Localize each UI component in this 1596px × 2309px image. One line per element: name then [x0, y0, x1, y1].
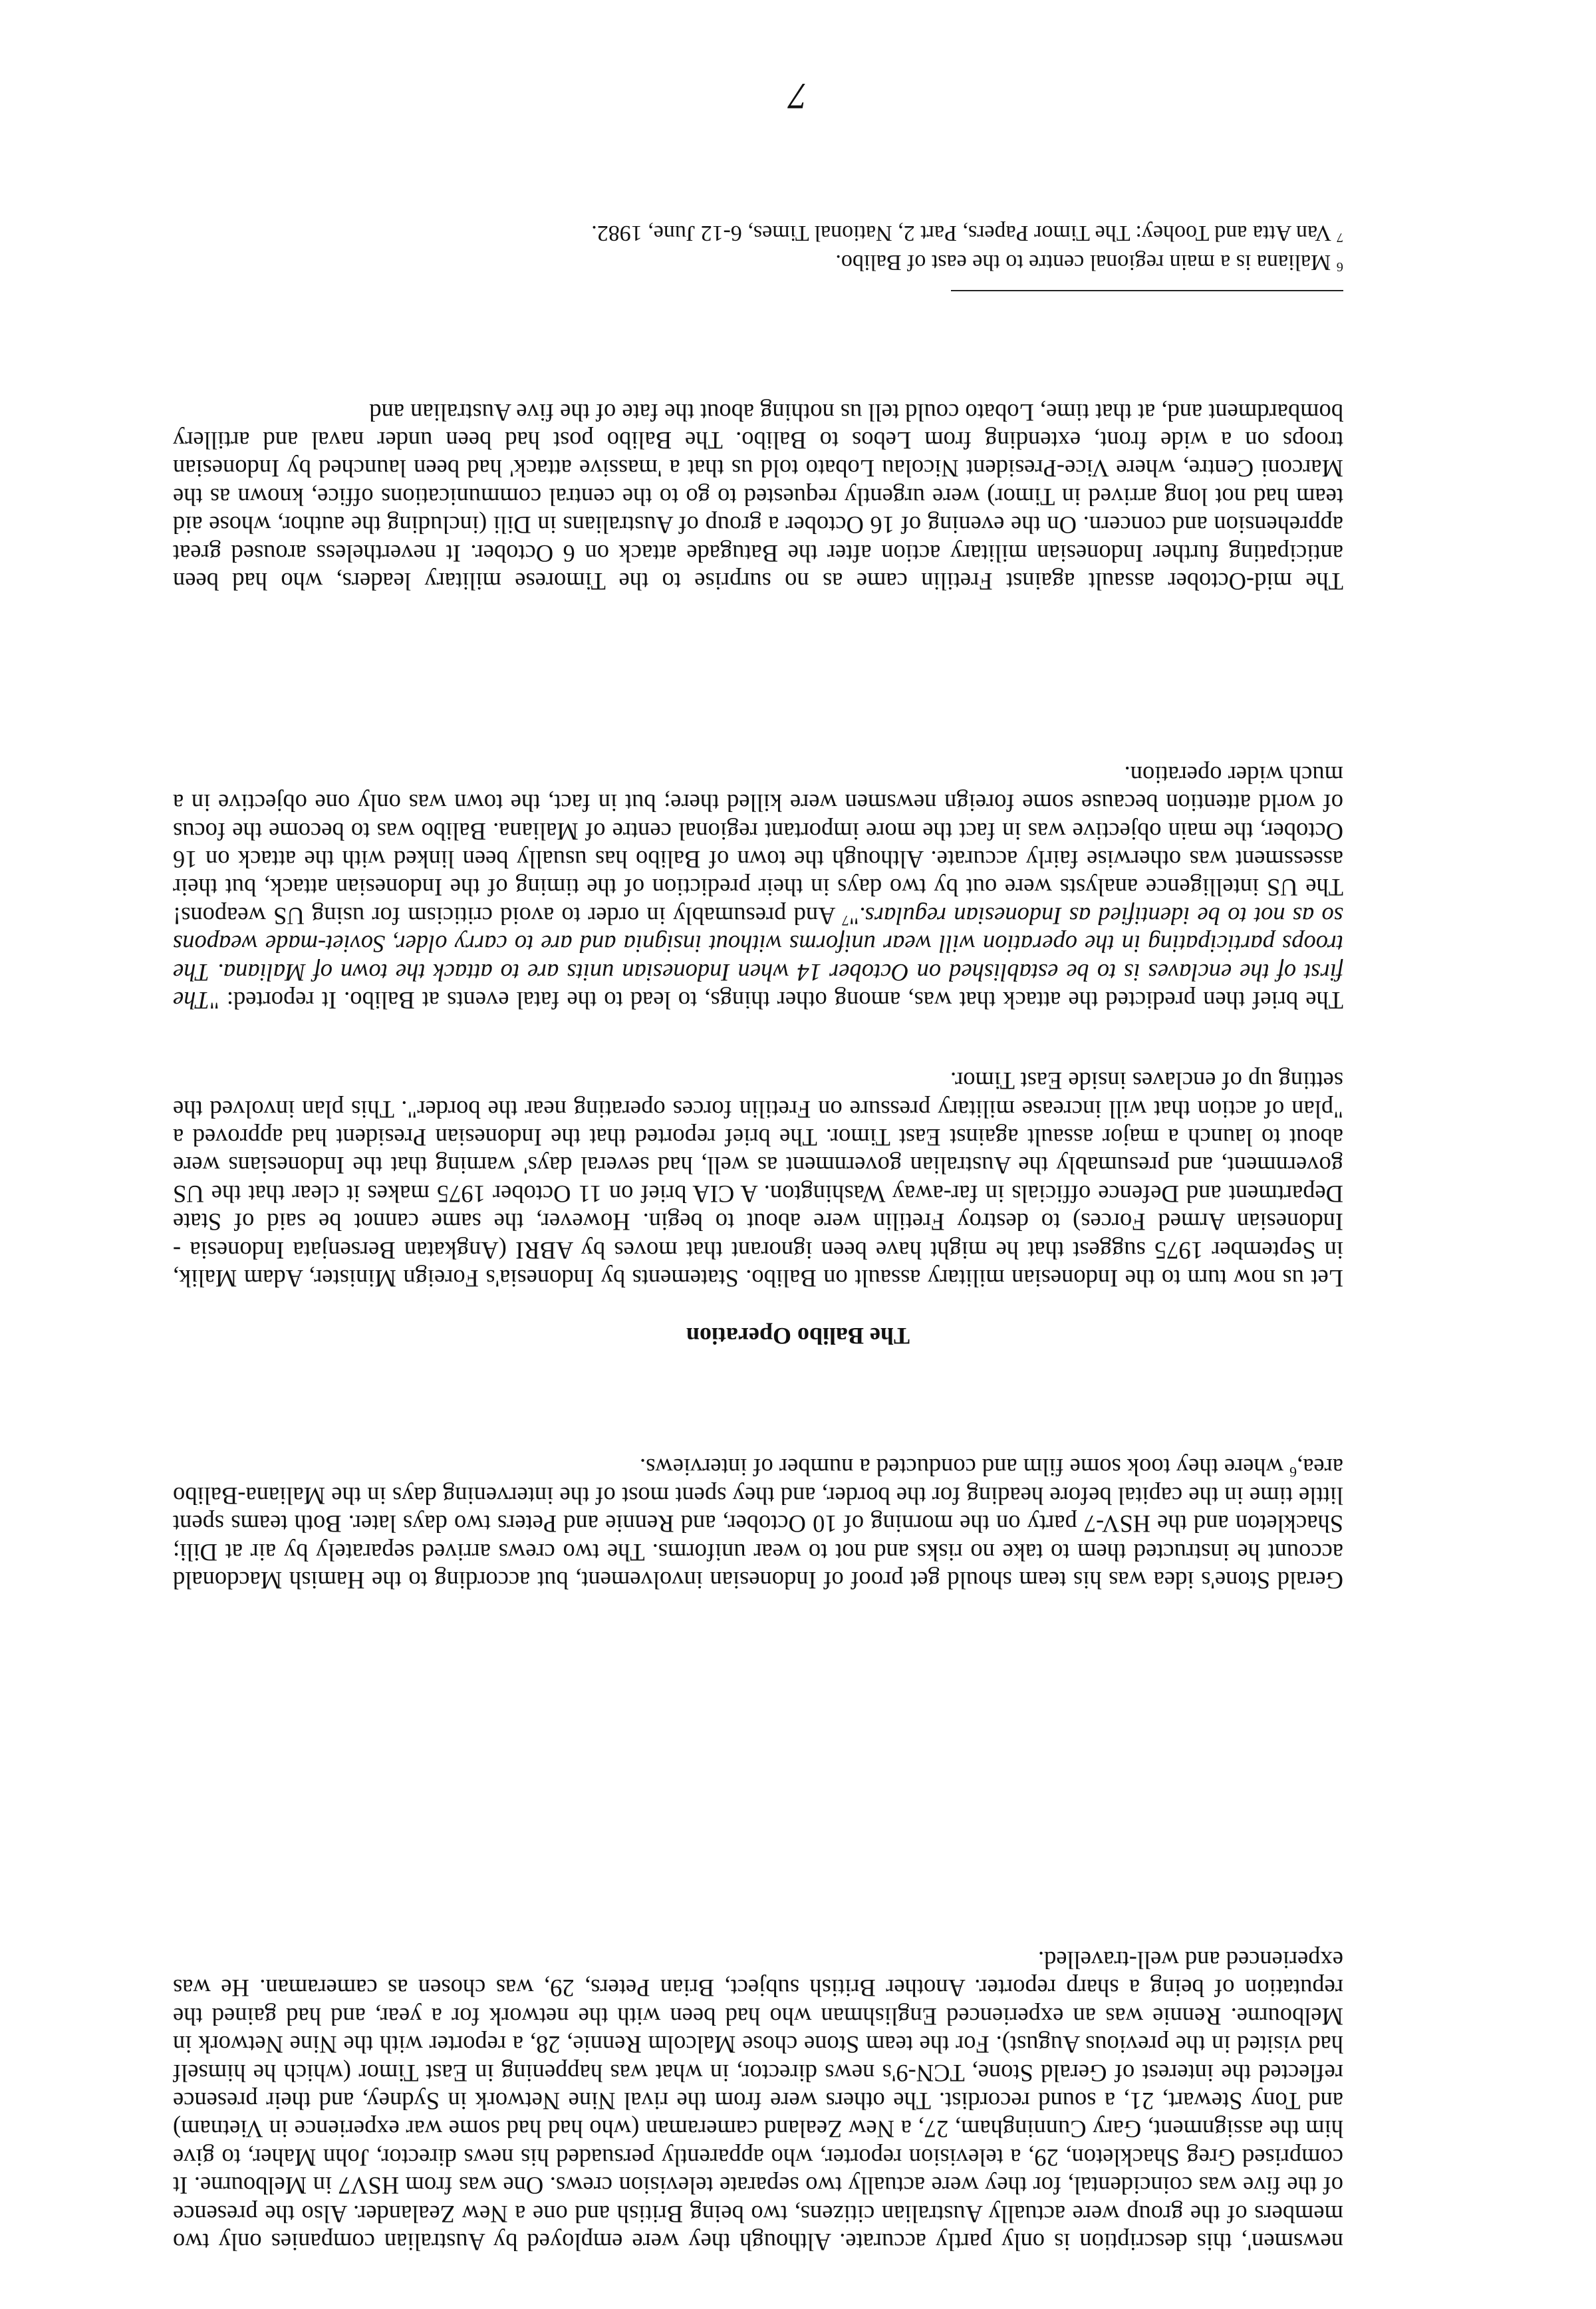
paragraph-crews: newsmen', this description is only partly accurate. Although they were employed by Australian companies only two members of the group were actually Australian citizens, two being British and one a New Zealander. Also the presence of the five was coincidental, for they were actually two separate television crews. One was from HSV7 in Melbourne. It comprised Greg Shackleton, 29, a television reporter, who apparently persuaded his news director, John Maher, to give him the assignment, Gary Cunningham, 27, a New Zealand cameraman (who had had some war experience in Vietnam) and Tony Stewart, 21, a sound recordist. The others were from the rival Nine Network in Sydney, and their presence reflected the interest of Gerald Stone, TCN-9's news director, in what was happening in East Timor (which he himself had visited in the previous August). For the team Stone chose Malcolm Rennie, 28, a reporter with the Nine Network in Melbourne. Rennie was an experienced Englishman who had been with the network for a year, and had gained the reputation of being a sharp reporter. Another British subject, Brian Peters, 29, was chosen as cameraman. He was experienced and well-travelled. [173, 1946, 1343, 2256]
footnote-ref-7: 7 [841, 912, 849, 929]
paragraph-mid-october: The mid-October assault against Fretilin came as no surprise to the Timorese military leaders, who had been anticipating further Indonesian military action after the Batugade attack on 6 October. It nevertheless aroused great apprehension and concern. On the evening of 16 October a group of Australians in Dili (including the author, whose aid team had not long arrived in Timor) were urgently requested to go to the central communications office, known as the Marconi Centre, where Vice-President Nicolau Lobato told us that a 'massive attack' had been launched by Indonesian troops on a wide front, extending from Lebos to Balibo. The Balibo post had been under naval and artillery bombardment and, at that time, Lobato could tell us nothing about the fate of the five Australian and [173, 398, 1343, 595]
footnote-ref-6: 6 [1289, 1464, 1297, 1481]
footnote-6: $^6$ Maliana is a main regional centre to the east of Balibo. [835, 250, 1343, 275]
footnote-divider [951, 290, 1343, 291]
paragraph-attack-prediction: The brief then predicted the attack that was, among other things, to lead to the fatal events at Balibo. It reported: "The first of the enclaves is to be established on October 14 when Indonesian units are to attack the town of Maliana. The troops participating in the operation will wear uniforms without insignia and are to carry older, Soviet-made weapons so as not to be identified as Indonesian regulars."$^7$ And presumably in order to avoid criticism for using US weapons! The US intelligence analysts were out by two days in their prediction of the timing of the Indonesian attack, but their assessment was otherwise fairly accurate. Although the town of Balibo has usually been linked with the attack on 16 October, the main objective was in fact the more important regional centre of Maliana. Balibo was to become the focus of world attention because some foreign newsmen were killed there; but in fact, the town was only one objective in a much wider operation. [173, 761, 1343, 1014]
section-heading: The Balibo Operation [686, 1323, 910, 1349]
paragraph-stone-idea: Gerald Stone's idea was his team should get proof of Indonesian involvement, but according to the Hamish Macdonald account he instructed them to take no risks and not to wear uniforms. The two crews arrived separately by air at Dili; Shackleton and the HSV-7 party on the morning of 10 October, and Rennie and Peters two days later. Both teams spent little time in the capital before heading for the border, and they spent most of the intervening days in the Maliana-Balibo area,$^6$ where they took some film and conducted a number of interviews. [173, 1454, 1343, 1594]
paragraph-cia-brief: Let us now turn to the Indonesian military assault on Balibo. Statements by Indonesia's Foreign Minister, Adam Malik, in September 1975 suggest that he might have been ignorant that moves by ABRI (Angkatan Bersenjata Indonesia - Indonesian Armed Forces) to destroy Fretilin were about to begin. However, the same cannot be said of State Department and Defence officials in far-away Washington. A CIA brief on 11 October 1975 makes it clear that the US government, and presumably the Australian government as well, had several days' warning that the Indonesians were about to launch a major assault against East Timor. The brief reported that the Indonesian President had approved a "plan of action that will increase military pressure on Fretilin forces operating near the border". This plan involved the setting up of enclaves inside East Timor. [173, 1067, 1343, 1292]
page-number: 7 [789, 75, 807, 116]
footnote-7: $^7$ Van Atta and Toohey: The Timor Papers, Part 2, National Times, 6-12 June, 1982. [591, 221, 1343, 245]
cia-brief-quote: The first of the enclaves is to be established on October 14 when Indonesian units are to attack the town of Maliana. The troops participating in the operation will wear uniforms without insignia and are to carry older, Soviet-made weapons so as not to be identified as Indonesian regulars. [173, 902, 1343, 1014]
